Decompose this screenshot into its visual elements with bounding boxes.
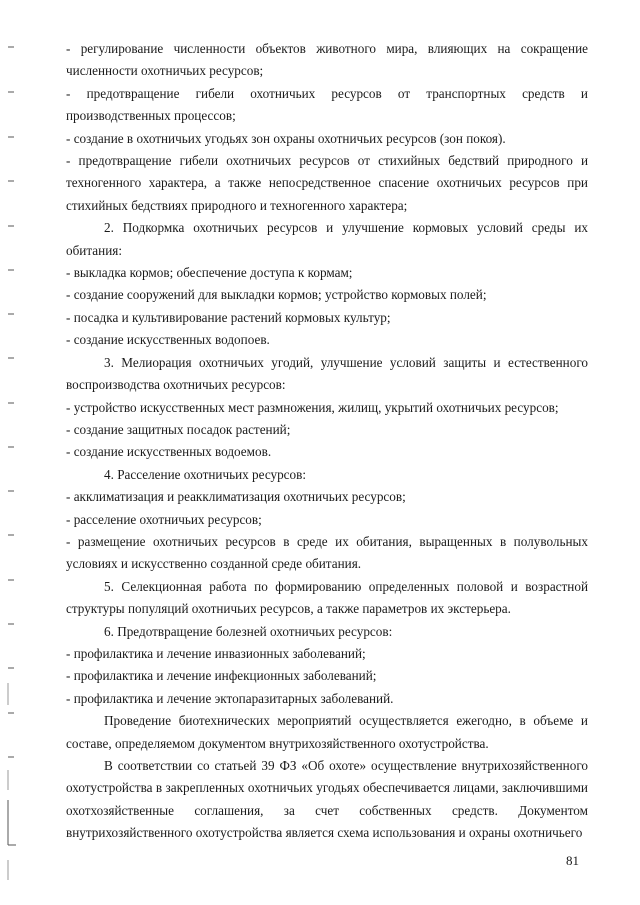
paragraph: 3. Мелиорация охотничьих угодий, улучшение условий защиты и естественного воспроизводства охотничьих ресурсов: — [66, 354, 588, 393]
list-item: - создание сооружений для выкладки кормов; устройство кормовых полей; — [66, 287, 487, 303]
list-item: - профилактика и лечение инфекционных заболеваний; — [66, 668, 377, 684]
paragraph: Проведение биотехнических мероприятий осуществляется ежегодно, в объеме и составе, определяемом документом внутрихозяйственного охотустройства. — [66, 713, 588, 751]
list-item: - акклиматизация и реакклиматизация охотничьих ресурсов; — [66, 489, 406, 505]
list-item: - создание искусственных водоемов. — [66, 444, 272, 460]
list-item: - выкладка кормов; обеспечение доступа к кормам; — [66, 265, 353, 281]
list-item: - предотвращение гибели охотничьих ресурсов от транспортных средств и производственных процессов; — [66, 85, 588, 124]
list-item: - профилактика и лечение эктопаразитарных заболеваний. — [66, 690, 394, 706]
body-text — [66, 38, 588, 845]
list-item: - создание в охотничьих угодьях зон охраны охотничьих ресурсов (зон покоя). — [66, 130, 506, 146]
paragraph: 5. Селекционная работа по формированию определенных половой и возрастной структуры популяций охотничьих ресурсов, а также параметров их экстерьера. — [66, 578, 588, 617]
scan-margin-marks — [0, 0, 40, 905]
list-item: - размещение охотничьих ресурсов в среде их обитания, выращенных в полувольных условиях и искусственно созданной среде обитания. — [66, 533, 588, 572]
paragraph: 4. Расселение охотничьих ресурсов: — [104, 466, 307, 482]
paragraph: В соответствии со статьей 39 ФЗ «Об охоте» осуществление внутрихозяйственного охотустройства в закрепленных охотничьих угодьях обеспечивается лицами, заключившими охотхозяйственные соглашения, за счет собственных средств. Документом внутрихозяйственного охотустройства является схема использования и охраны охотничьего — [66, 758, 588, 841]
paragraph: 2. Подкормка охотничьих ресурсов и улучшение кормовых условий среды их обитания: — [66, 220, 588, 258]
list-item: - предотвращение гибели охотничьих ресурсов от стихийных бедствий природного и техногенного характера, а также непосредственное спасение охотничьих ресурсов при стихийных бедствиях природного и техногенного характера; — [66, 153, 588, 213]
list-item: - посадка и культивирование растений кормовых культур; — [66, 309, 391, 325]
list-item: - регулирование численности объектов животного мира, влияющих на сокращение численности охотничьих ресурсов; — [66, 41, 588, 79]
list-item: - создание защитных посадок растений; — [66, 421, 291, 437]
list-item: - профилактика и лечение инвазионных заболеваний; — [66, 645, 366, 661]
paragraph: 6. Предотвращение болезней охотничьих ресурсов: — [104, 623, 393, 639]
list-item: - устройство искусственных мест размножения, жилищ, укрытий охотничьих ресурсов; — [66, 399, 559, 415]
list-item: - расселение охотничьих ресурсов; — [66, 511, 262, 527]
page-number: 81 — [566, 853, 579, 868]
list-item: - создание искусственных водопоев. — [66, 332, 270, 348]
